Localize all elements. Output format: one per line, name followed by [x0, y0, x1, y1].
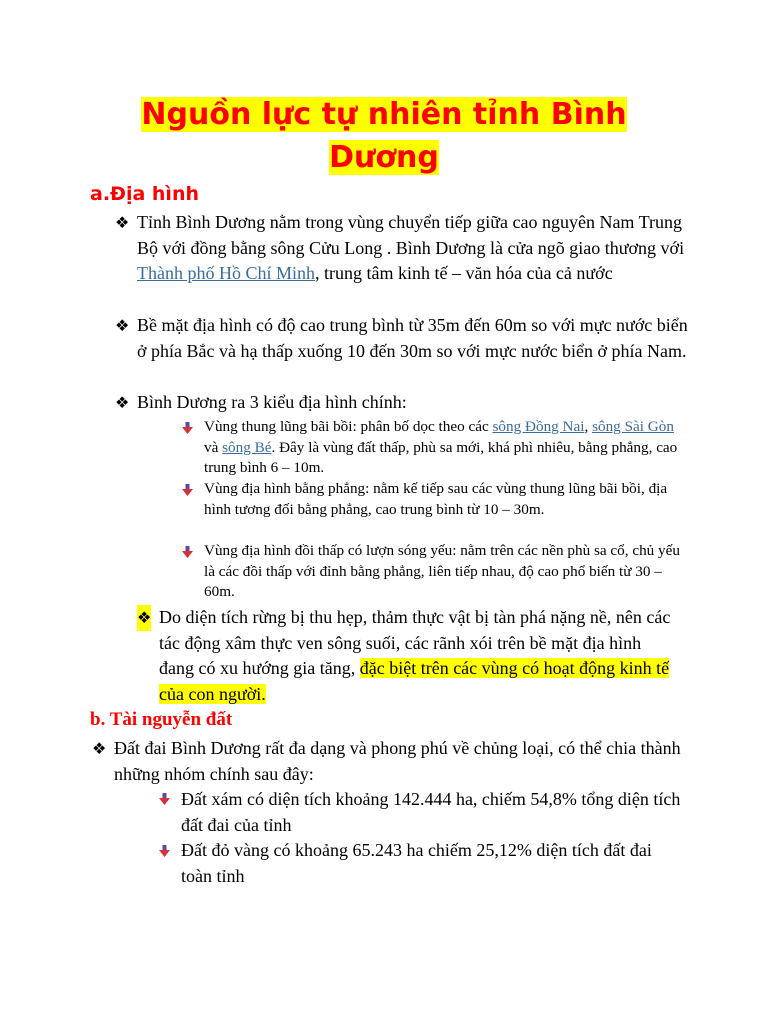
arrow-down-bullet-icon [159, 793, 170, 805]
diamond-bullet-icon: ❖ [115, 316, 130, 335]
link-song-be[interactable]: sông Bé [222, 438, 272, 456]
link-thanh-pho-ho-chi-minh[interactable]: Thành phố Hồ Chí Minh [137, 263, 315, 284]
section-a-bullet-3: ❖ Bình Dương ra 3 kiểu địa hình chính: [137, 390, 697, 416]
diamond-bullet-icon: ❖ [137, 605, 151, 631]
highlighted-text: đặc biệt trên các vùng có hoạt động kinh tế của con người. [159, 658, 670, 704]
diamond-bullet-icon: ❖ [115, 393, 130, 412]
section-b-bullet-1: ❖ Đất đai Bình Dương rất đa dạng và phong phú về chủng loại, có thể chia thành những nhóm chính sau đây: [92, 738, 681, 784]
section-a-bullet-2: ❖ Bề mặt địa hình có độ cao trung bình từ 35m đến 60m so với mực nước biển ở phía Bắc và hạ thấp xuống 10 đến 30m so với mực nước biển ở phía Nam. [115, 315, 688, 361]
arrow-down-bullet-icon [182, 546, 193, 558]
section-a-bullet-1: ❖ Tỉnh Bình Dương nằm trong vùng chuyển tiếp giữa cao nguyên Nam Trung Bộ với đồng bằng sông Cửu Long . Bình Dương là cửa ngõ giao thương với Thành phố Hồ Chí Minh, trung tâm kinh tế – văn hóa của cả nước [115, 212, 685, 284]
diamond-bullet-icon: ❖ [92, 739, 107, 758]
arrow-down-bullet-icon [182, 422, 193, 434]
section-b-heading: b. Tài nguyễn đất [90, 709, 233, 730]
page-title [60, 93, 708, 179]
title-line-2: Dương [329, 140, 439, 175]
section-b-sub-1: Đất xám có diện tích khoảng 142.444 ha, chiếm 54,8% tổng diện tích đất đai của tỉnh [181, 789, 681, 835]
link-song-dong-nai[interactable]: sông Đồng Nai [492, 418, 585, 435]
section-b-sub-2: Đất đỏ vàng có khoảng 65.243 ha chiếm 25,12% diện tích đất đai toàn tỉnh [181, 840, 652, 886]
link-song-sai-gon[interactable]: sông Sài Gòn [592, 418, 674, 435]
title-line-1: Nguồn lực tự nhiên tỉnh Bình [141, 97, 627, 132]
diamond-bullet-icon: ❖ [115, 213, 130, 232]
sub-item-doi-thap: Vùng địa hình đồi thấp có lượn sóng yếu: nằm trên các nền phù sa cổ, chủ yếu là các đồi thấp với đỉnh bằng phẳng, liên tiếp nhau, độ cao phổ biến từ 30 – 60m. [204, 542, 680, 601]
sub-item-bang-phang: Vùng địa hình bằng phẳng: nằm kế tiếp sau các vùng thung lũng bãi bồi, địa hình tương đối bằng phẳng, cao trung bình từ 10 – 30m. [204, 480, 668, 518]
section-a-heading: a.Địa hình [90, 183, 199, 205]
arrow-down-bullet-icon [182, 484, 193, 496]
arrow-down-bullet-icon [159, 845, 170, 857]
sub-item-thung-lung: Vùng thung lũng bãi bồi: phân bố dọc theo các sông Đồng Nai, sông Sài Gòn và sông Bé. Đây là vùng đất thấp, phù sa mới, khá phì nhiêu, bằng phẳng, cao trung bình 6 – 10m. [204, 418, 678, 477]
section-a-bullet-4: ❖ Do diện tích rừng bị thu hẹp, thảm thực vật bị tàn phá nặng nề, nên các tác động xâm thực ven sông suối, các rãnh xói trên bề mặt địa hình đang có xu hướng gia tăng, đặc biệt trên các vùng có hoạt động kinh tế của con người. [137, 607, 671, 704]
